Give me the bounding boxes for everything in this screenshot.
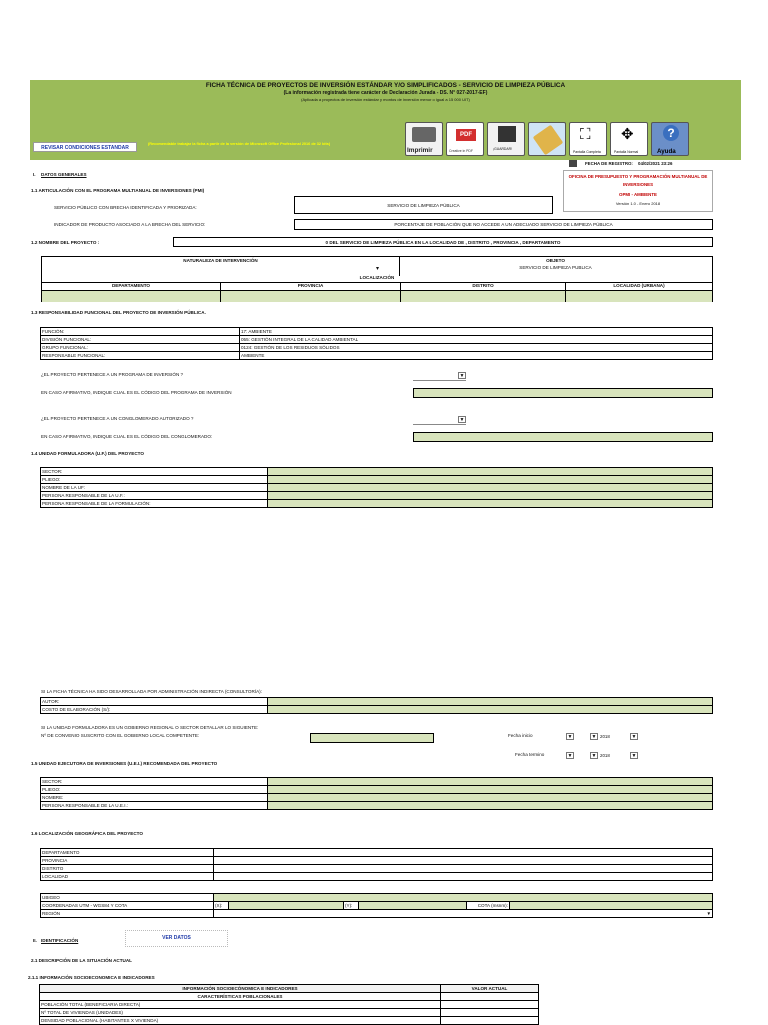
uf-table [40,467,713,508]
help-button[interactable]: ? Ayuda [651,122,689,156]
regional-gov-label: SI LA UNIDAD FORMULADORA ES UN GOBIERNO REGIONAL O SECTOR DETALLAR LO SIGUIENTE: [41,725,259,730]
table-row: DENSIDAD POBLACIONAL (HABITANTES X VIVIENDA) [40,1017,539,1025]
print-button[interactable]: Imprimir [405,122,443,156]
table-row: PLIEGO: [41,786,713,794]
table-row: PERSONA RESPONSABLE DE LA U.F.: [41,492,713,500]
table-row: SECTOR: [41,468,713,476]
table-row: CARACTERÍSTICAS POBLACIONALES [40,993,539,1001]
service-field[interactable]: SERVICIO DE LIMPIEZA PÚBLICA [294,196,553,214]
location-values [42,291,712,302]
conglomerate-select[interactable] [413,415,466,425]
location-headers: DEPARTAMENTO PROVINCIA DISTRITO LOCALIDAD (URBANA) [42,283,712,290]
table-row: COSTO DE ELABORACIÓN (S/): [41,706,713,714]
uei-responsible-field[interactable] [268,802,713,810]
geo-table [40,848,713,881]
geo-department-value [214,849,713,857]
table-row: SECTOR: [41,778,713,786]
printer-icon [412,127,436,142]
section-2-number: II. [33,938,37,943]
start-date-selects[interactable]: ▼ ▼ 2018 ▼ [567,734,637,740]
chevron-down-icon[interactable]: ▼ [591,753,597,759]
registration-date: 04/02/2021 23:26 [638,161,673,166]
uei-sector-field[interactable] [268,778,713,786]
project-location-block [41,256,713,302]
coord-x-field[interactable] [229,902,344,910]
objeto-label: OBJETO [546,258,565,263]
form-subtitle: (La información registrada tiene carácter de Declaración Jurada - DS. N° 027-2017-EF) [283,90,488,96]
naturaleza-dropdown-icon[interactable]: ▾ [376,266,380,272]
housing-value [441,1009,539,1017]
section-2-1-1-heading: 2.1.1 INFORMACIÓN SOCIOECONOMICA E INDICADORES [28,975,155,980]
form-title: FICHA TÉCNICA DE PROYECTOS DE INVERSIÓN ESTÁNDAR Y/O SIMPLIFICADOS - SERVICIO DE LIMPIEZA PÚBLICA [205,82,566,89]
coords-table [40,893,713,918]
service-label: SERVICIO PÚBLICO CON BRECHA IDENTIFICADA Y PRIORIZADA: [54,205,197,210]
chevron-down-icon[interactable]: ▼ [459,373,465,379]
pdf-icon: PDF [456,129,476,141]
table-row: RESPONSABLE FUNCIONAL: AMBIENTE [41,352,713,360]
conglomerate-question: ¿EL PROYECTO PERTENECE A UN CONGLOMERADO AUTORIZADO ? [41,416,194,421]
geo-locality-value [214,873,713,881]
save-button[interactable]: ¡GUARDAR! [487,122,525,156]
pdf-button[interactable]: PDF Creative in PDF [446,122,484,156]
section-1-heading: DATOS GENERALES [41,172,87,177]
table-row: NOMBRE: [41,794,713,802]
recommendation-note: (Recomendable trabajar la ficha a partir de la versión de Microsoft Office Profesional 2016 de 32 bits) [148,142,331,146]
uei-name-field[interactable] [268,794,713,802]
coord-y-field[interactable] [359,902,467,910]
program-select[interactable] [413,371,466,381]
broom-icon [533,125,564,156]
naturaleza-label: NATURALEZA DE INTERVENCIÓN [183,258,258,263]
cota-field[interactable] [510,902,713,910]
chevron-down-icon[interactable]: ▼ [459,417,465,423]
table-row: REGIÓN ▼ [42,910,711,916]
calendar-icon [569,160,577,167]
uf-name-field[interactable] [268,484,713,492]
table-row: INFORMACIÓN SOCIOECÓNOMICA E INDICADORES VALOR ACTUAL [40,985,539,993]
region-select[interactable] [214,910,713,918]
table-row: DISTRITO [41,865,713,873]
district-field[interactable] [401,291,566,302]
end-date-selects[interactable]: ▼ ▼ 2018 ▼ [567,753,637,759]
department-field[interactable] [42,291,221,302]
program-code-field[interactable] [413,388,713,398]
indicator-label: INDICADOR DE PRODUCTO ASOCIADO A LA BRECHA DEL SERVICIO: [54,222,206,227]
program-question: ¿EL PROYECTO PERTENECE A UN PROGRAMA DE INVERSIÓN ? [41,372,184,377]
consultancy-table [40,697,713,714]
floppy-icon [498,126,516,142]
province-field[interactable] [221,291,401,302]
view-data-button[interactable]: VER DATOS [125,930,228,947]
expand-icon: ⛶ [580,126,591,143]
section-1-3-heading: 1.3 RESPONSABILIDAD FUNCIONAL DEL PROYECTO DE INVERSIÓN PÚBLICA. [31,310,206,315]
locality-field[interactable] [566,291,712,302]
convenio-field[interactable] [310,733,434,743]
normal-screen-button[interactable]: ✥ Pantalla Normal [610,122,648,156]
table-row: PERSONA RESPONSABLE DE LA U.E.I.: [41,802,713,810]
table-row: AUTOR: [41,698,713,706]
uf-sector-field[interactable] [268,468,713,476]
chevron-down-icon[interactable]: ▼ [706,910,711,916]
form-note: (Aplicada a proyectos de inversión estándar y montos de inversión menor o igual a 15 000 UIT) [301,97,470,102]
chevron-down-icon[interactable]: ▼ [631,734,637,740]
geo-province-value [214,857,713,865]
table-row: GRUPO FUNCIONAL: 0124: GESTIÓN DE LOS RESIDUOS SÓLIDOS [41,344,713,352]
help-icon: ? [663,125,679,141]
socioeconomic-table [39,984,539,1025]
table-row: NOMBRE DE LA UF: [41,484,713,492]
project-name-field[interactable]: 0 DEL SERVICIO DE LIMPIEZA PÚBLICA EN LA LOCALIDAD DE , DISTRITO , PROVINCIA , DEPARTAMENTO [173,237,713,247]
section-1-1-heading: 1.1 ARTICULACIÓN CON EL PROGRAMA MULTIANUAL DE INVERSIONES (PMI) [31,188,205,193]
uf-pliego-field[interactable] [268,476,713,484]
chevron-down-icon[interactable]: ▼ [567,734,573,740]
section-1-number: I. [33,172,36,177]
office-box: OFICINA DE PRESUPUESTO Y PROGRAMACIÓN MULTIANUAL DE INVERSIONES OPMI - AMBIENTE Versión 1.0 - Enero 2018 [563,170,713,212]
review-conditions-button[interactable]: REVISAR CONDICIONES ESTANDAR [33,142,137,152]
cost-field[interactable] [268,706,713,714]
functional-table [40,327,713,360]
objeto-value: SERVICIO DE LIMPIEZA PUBLICA [519,265,592,270]
program-code-label: EN CASO AFIRMATIVO, INDIQUE CUAL ES EL CÓDIGO DEL PROGRAMA DE INVERSIÓN [41,390,232,395]
section-1-6-heading: 1.6 LOCALIZACIÓN GEOGRÁFICA DEL PROYECTO [31,831,143,836]
uei-table [40,777,713,810]
geo-district-value [214,865,713,873]
uf-formulation-field[interactable] [268,500,713,508]
conglomerate-code-field[interactable] [413,432,713,442]
table-row: DIVISIÓN FUNCIONAL: 055: GESTIÓN INTEGRAL DE LA CALIDAD AMBIENTAL [41,336,713,344]
shrink-icon: ✥ [621,126,634,143]
population-value [441,1001,539,1009]
section-2-heading: IDENTIFICACIÓN [41,938,79,943]
table-row: PLIEGO: [41,476,713,484]
conglomerate-code-label: EN CASO AFIRMATIVO, INDIQUE CUAL ES EL CÓDIGO DEL CONGLOMERADO: [41,434,213,439]
table-row: DEPARTAMENTO [41,849,713,857]
table-row: UBIGEO [41,894,713,902]
end-date-label: Fecha termino [515,752,545,757]
section-1-4-heading: 1.4 UNIDAD FORMULADORA (U.F.) DEL PROYECTO [31,451,144,456]
table-row: COORDENADAS UTM - WGS84 Y COTA (X): (Y): COTA (msnm): [41,902,713,910]
table-row: FUNCIÓN: 17: AMBIENTE [41,328,713,336]
consultancy-label: SI LA FICHA TÉCNICA HA SIDO DESARROLLADA POR ADMINISTRACIÓN INDIRECTA (CONSULTORÍA): [41,689,262,694]
uei-pliego-field[interactable] [268,786,713,794]
table-row: PERSONA RESPONSABLE DE LA FORMULACIÓN: [41,500,713,508]
start-date-label: Fecha inicio [508,733,533,738]
author-field[interactable] [268,698,713,706]
clear-button[interactable] [528,122,566,156]
section-1-5-heading: 1.5 UNIDAD EJECUTORA DE INVERSIONES (U.E.I.) RECOMENDADA DEL PROYECTO [31,761,218,766]
full-screen-button[interactable]: ⛶ Pantalla Completa [569,122,607,156]
chevron-down-icon[interactable]: ▼ [567,753,573,759]
convenio-label: Nº DE CONVENIO SUSCRITO CON EL GOBIERNO LOCAL COMPETENTE: [41,733,200,738]
section-1-2-heading: 1.2 NOMBRE DEL PROYECTO : [31,240,100,245]
indicator-field[interactable]: PORCENTAJE DE POBLACIÓN QUE NO ACCEDE A UN ADECUADO SERVICIO DE LIMPIEZA PÚBLICA [294,219,713,230]
section-2-1-heading: 2.1 DESCRIPCIÓN DE LA SITUACIÓN ACTUAL [31,958,132,963]
uf-responsible-field[interactable] [268,492,713,500]
table-row: Nº TOTAL DE VIVIENDAS (UNIDADES) [40,1009,539,1017]
table-row: LOCALIDAD [41,873,713,881]
table-row: POBLACIÓN TOTAL (BENEFICIARIA DIRECTA) [40,1001,539,1009]
registration-label: FECHA DE REGISTRO: [585,161,633,166]
ubigeo-field[interactable] [214,894,713,902]
chevron-down-icon[interactable]: ▼ [631,753,637,759]
table-row: PROVINCIA [41,857,713,865]
density-value [441,1017,539,1025]
localizacion-label: LOCALIZACIÓN [359,275,395,280]
chevron-down-icon[interactable]: ▼ [591,734,597,740]
